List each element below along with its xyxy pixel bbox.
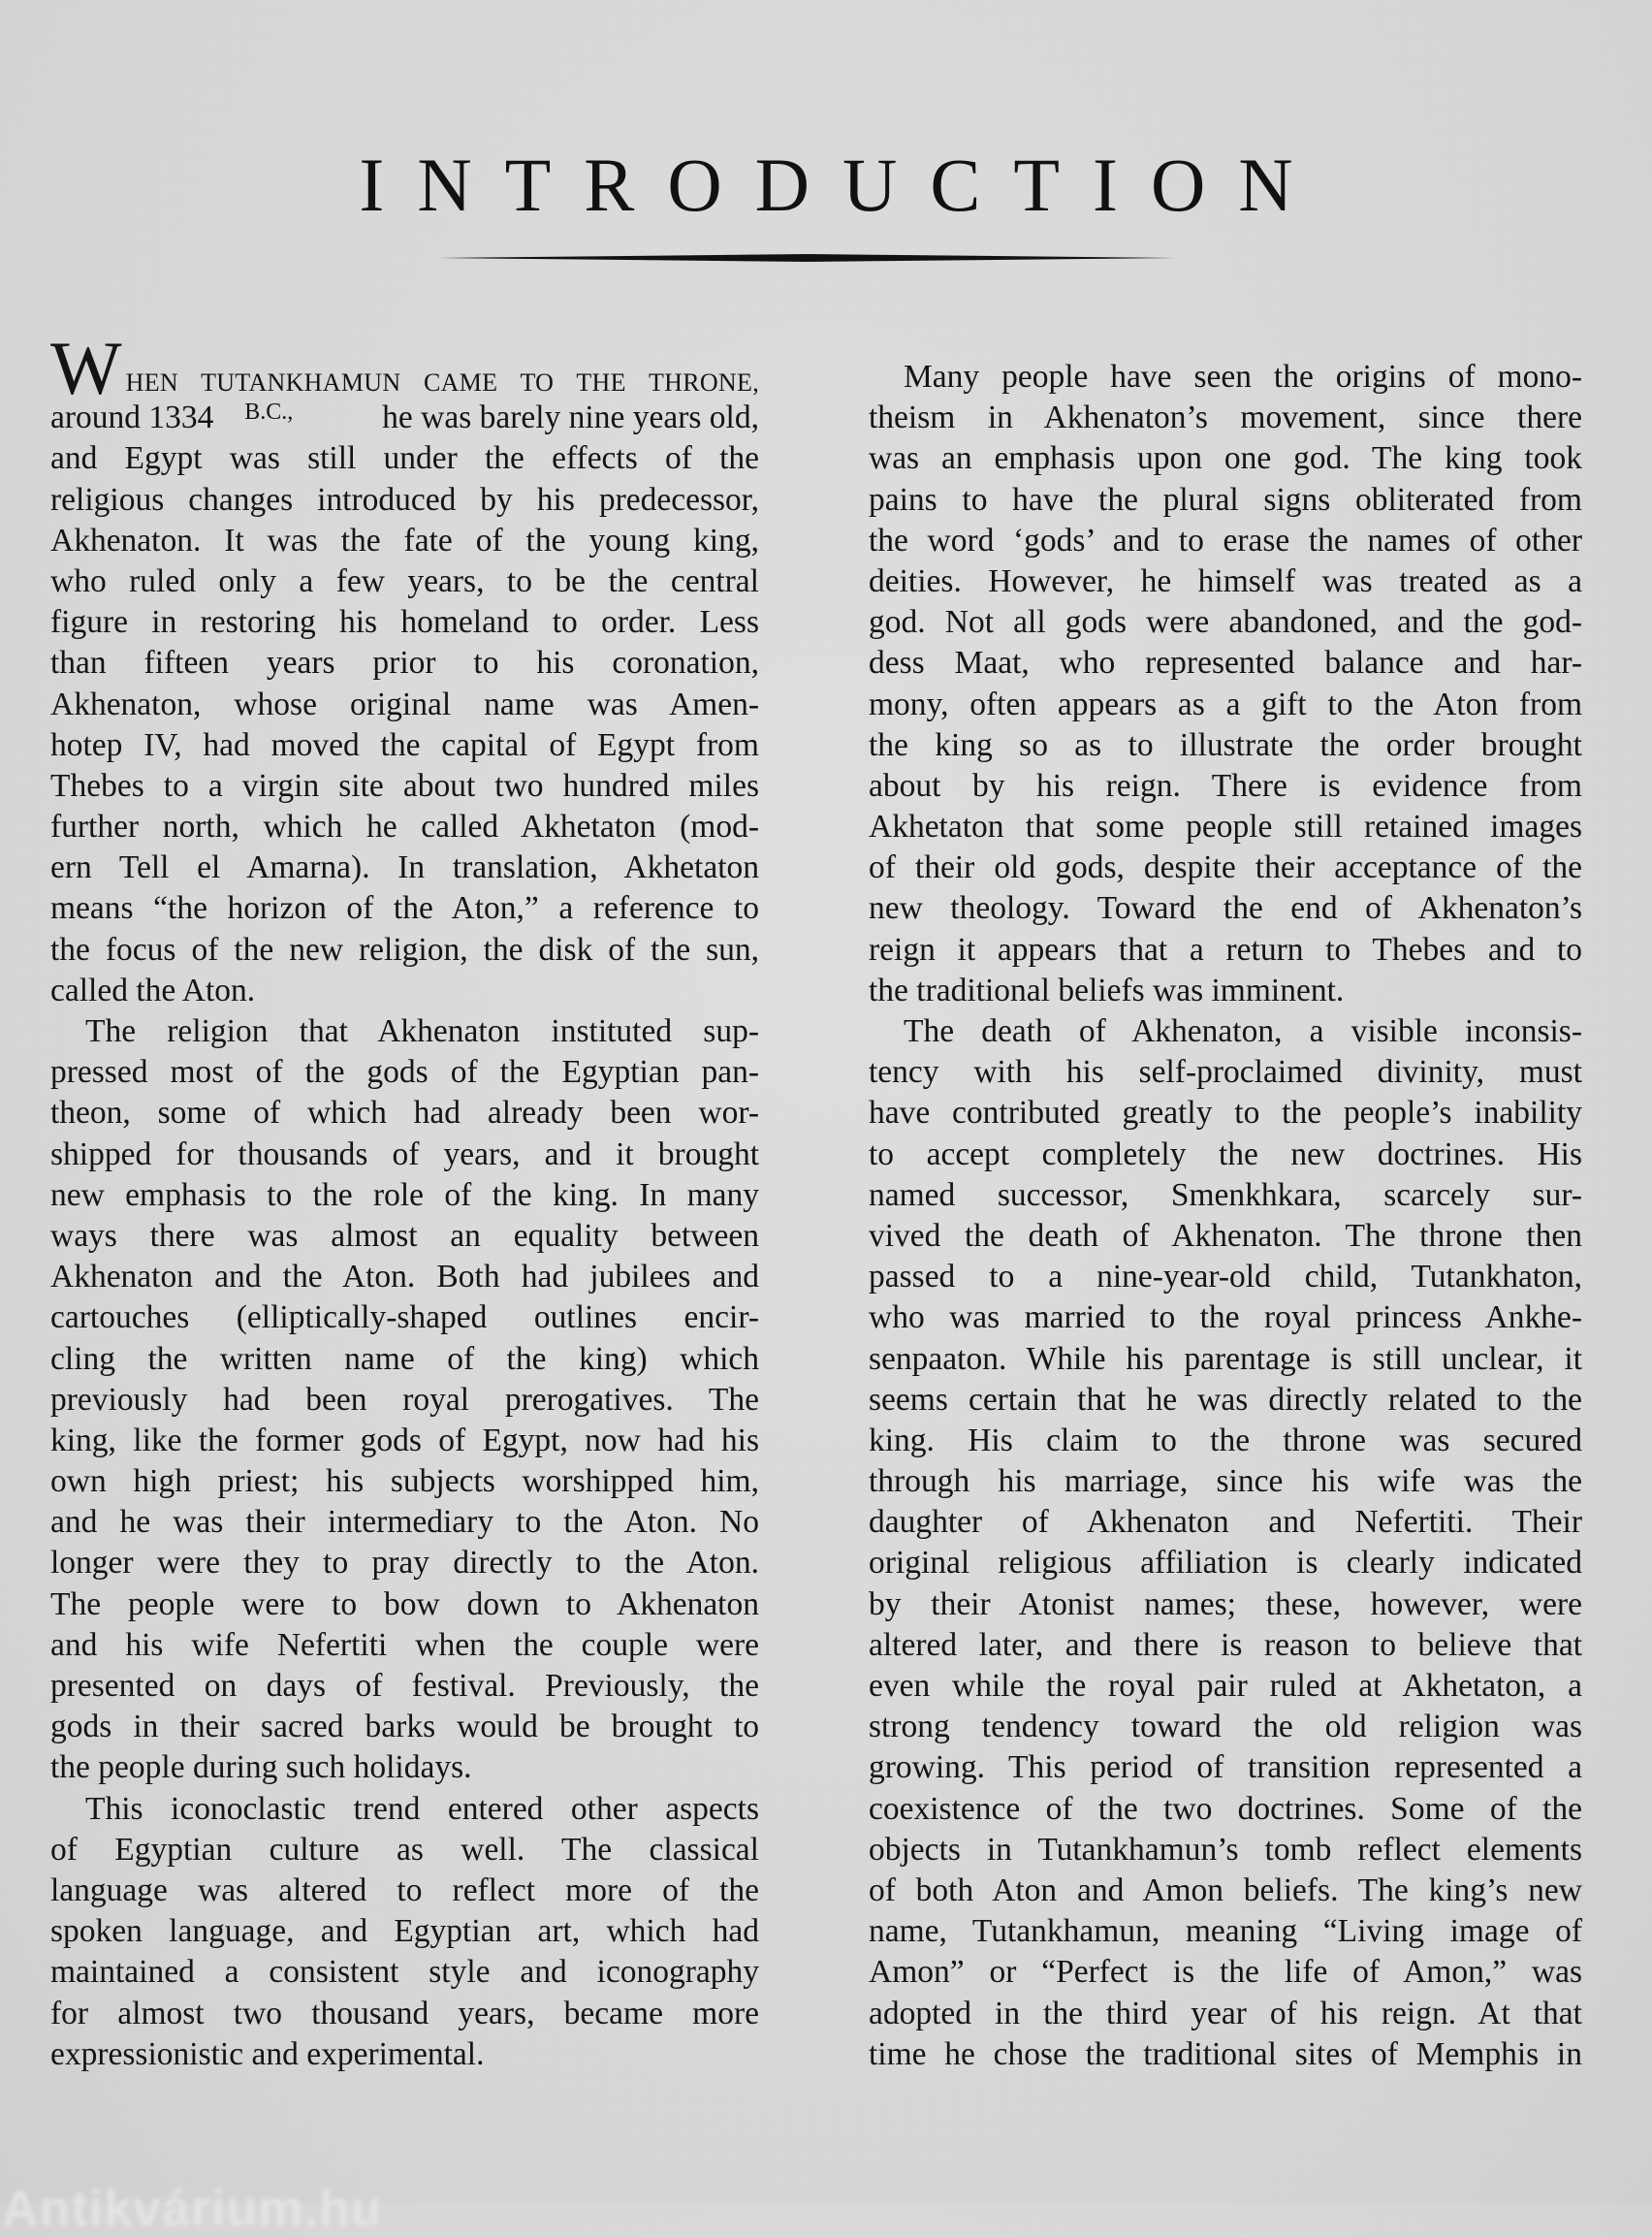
text-line: adopted in the third year of his reign. At that [869,1995,1582,2031]
text-line: Thebes to a virgin site about two hundred miles [50,767,759,804]
text-line: dess Maat, who represented balance and har- [869,645,1582,682]
watermark: Antikvárium.hu [2,2181,383,2237]
text-line: who ruled only a few years, to be the central [50,562,759,599]
text-line: further north, which he called Akhetaton (mod- [50,809,759,846]
text-line: Many people have seen the origins of mono- [904,359,1582,395]
text-line: spoken language, and Egyptian art, which had [50,1913,759,1950]
text-line: the word ‘gods’ and to erase the names of other [869,522,1582,559]
text-line: and his wife Nefertiti when the couple were [50,1626,759,1663]
text-line: Amon” or “Perfect is the life of Amon,” was [869,1954,1582,1991]
text-line: seems certain that he was directly related to the [869,1381,1582,1418]
text-line: hotep IV, had moved the capital of Egypt from [50,726,759,763]
text-line: senpaaton. While his parentage is still unclear, it [869,1340,1582,1377]
text-line: who was married to the royal princess Ankhe- [869,1299,1582,1336]
text-line: about by his reign. There is evidence from [869,767,1582,804]
text-line: the king so as to illustrate the order brought [869,726,1582,763]
text-line: new theology. Toward the end of Akhenaton’s [869,890,1582,927]
text-line: reign it appears that a return to Thebes and to [869,931,1582,968]
text-line: of both Aton and Amon beliefs. The king’s new [869,1871,1582,1908]
text-line: the focus of the new religion, the disk of the sun, [50,931,759,968]
opening-line [50,326,759,411]
text-line: maintained a consistent style and iconography [50,1954,759,1991]
text-line: expressionistic and experimental. [50,2035,485,2072]
right-column-lines [869,357,1582,2075]
text-line: strong tendency toward the old religion was [869,1709,1582,1745]
text-line: This iconoclastic trend entered other aspects [85,1790,759,1827]
text-line: passed to a nine-year-old child, Tutankhaton, [869,1259,1582,1295]
era-smallcaps: B.C., [244,400,294,426]
text-line: time he chose the traditional sites of Memphis in [869,2035,1582,2072]
text-line: religious changes introduced by his predecessor, [50,481,759,518]
text-line: cling the written name of the king) which [50,1340,759,1377]
opening-smallcaps: HEN TUTANKHAMUN CAME TO THE THRONE, [125,368,759,398]
text-line: and he was their intermediary to the Aton. No [50,1504,759,1541]
text-line: theon, some of which had already been wor- [50,1095,759,1132]
text-line: pressed most of the gods of the Egyptian pan- [50,1054,759,1091]
text-line: presented on days of festival. Previously, the [50,1668,759,1704]
text-line: to accept completely the new doctrines. His [869,1135,1582,1172]
tapered-rule-icon [439,254,1176,262]
text-line: the people during such holidays. [50,1749,472,1786]
text-line: called the Aton. [50,972,256,1008]
text-line: figure in restoring his homeland to order. Less [50,604,759,641]
text-line: previously had been royal prerogatives. The [50,1381,759,1418]
text-line: gods in their sacred barks would be brought to [50,1709,759,1745]
text-line: was an emphasis upon one god. The king took [869,440,1582,477]
text-line: Akhenaton. It was the fate of the young king, [50,522,759,559]
text-line: shipped for thousands of years, and it brought [50,1135,759,1172]
text-line: theism in Akhenaton’s movement, since there [869,400,1582,436]
text-line: have contributed greatly to the people’s inability [869,1095,1582,1132]
text-line: ern Tell el Amarna). In translation, Akhetaton [50,849,759,886]
text-line [50,398,759,438]
text-line: The people were to bow down to Akhenaton [50,1585,759,1622]
text-line: The death of Akhenaton, a visible inconsis- [904,1013,1582,1049]
text-line: daughter of Akhenaton and Nefertiti. Their [869,1504,1582,1541]
text-line: than fifteen years prior to his coronation, [50,645,759,682]
text-line: Akhenaton, whose original name was Amen- [50,686,759,722]
page-title: INTRODUCTION [359,143,1326,228]
text-line: objects in Tutankhamun’s tomb reflect elements [869,1831,1582,1868]
left-column [50,326,759,2075]
text-line: king, like the former gods of Egypt, now had his [50,1422,759,1458]
title-divider-rule [439,254,1176,262]
text-line: king. His claim to the throne was secured [869,1422,1582,1458]
text-line: by their Atonist names; these, however, were [869,1585,1582,1622]
text-line: the traditional beliefs was imminent. [869,972,1345,1008]
text-line: and Egypt was still under the effects of the [50,440,759,477]
text-line: god. Not all gods were abandoned, and the god- [869,604,1582,641]
text-line: Akhetaton that some people still retained images [869,809,1582,846]
text-line: coexistence of the two doctrines. Some of the [869,1790,1582,1827]
text-line: growing. This period of transition represented a [869,1749,1582,1786]
text-line: new emphasis to the role of the king. In many [50,1176,759,1213]
text-line: named successor, Smenkhkara, scarcely sur- [869,1176,1582,1213]
text-line: original religious affiliation is clearly indicated [869,1545,1582,1582]
text-line: tency with his self-proclaimed divinity, must [869,1054,1582,1091]
text-line: Akhenaton and the Aton. Both had jubilees and [50,1259,759,1295]
right-column [869,357,1582,2075]
text-line: for almost two thousand years, became more [50,1995,759,2031]
text-line: deities. However, he himself was treated as a [869,562,1582,599]
text-line: mony, often appears as a gift to the Aton from [869,686,1582,722]
text-line: name, Tutankhamun, meaning “Living image of [869,1913,1582,1950]
text-line: language was altered to reflect more of the [50,1871,759,1908]
left-column-lines [50,438,759,2075]
text-line: own high priest; his subjects worshipped him, [50,1463,759,1500]
text-line: The religion that Akhenaton instituted sup- [85,1013,759,1049]
text-line: vived the death of Akhenaton. The throne then [869,1217,1582,1254]
text-line: ways there was almost an equality between [50,1217,759,1254]
text-line: through his marriage, since his wife was the [869,1463,1582,1500]
drop-cap: W [50,326,122,411]
text-line: cartouches (elliptically-shaped outlines encir- [50,1299,759,1336]
text-fragment: around 1334 [50,400,214,436]
text-line: longer were they to pray directly to the Aton. [50,1545,759,1582]
text-line: means “the horizon of the Aton,” a reference to [50,890,759,927]
text-line: of Egyptian culture as well. The classical [50,1831,759,1868]
text-line: pains to have the plural signs obliterated from [869,481,1582,518]
text-line: of their old gods, despite their acceptance of the [869,849,1582,886]
text-line: altered later, and there is reason to believe that [869,1626,1582,1663]
text-fragment: he was barely nine years old, [382,400,759,436]
text-line: even while the royal pair ruled at Akhetaton, a [869,1668,1582,1704]
